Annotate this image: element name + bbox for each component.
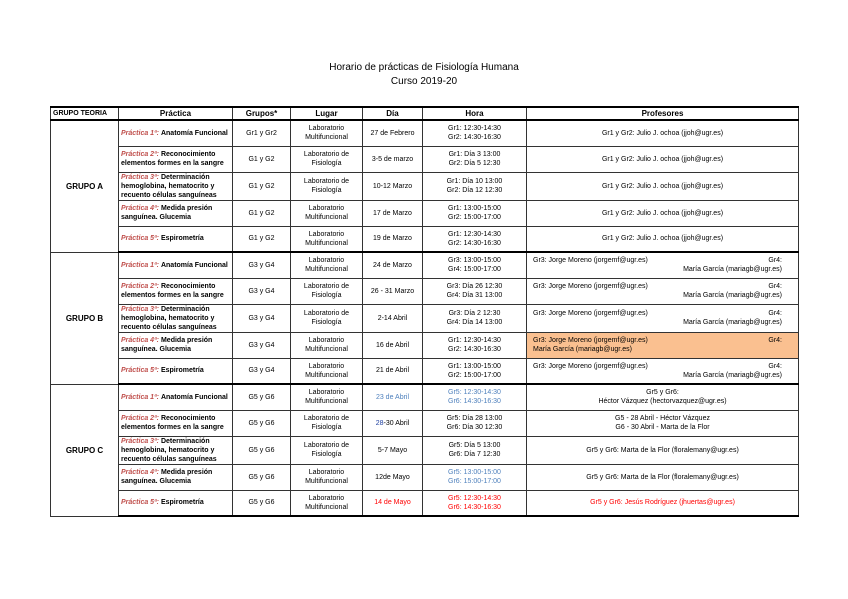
practice-desc: Determinación hemoglobina, hematocrito y recuento células sanguíneas [121,437,217,463]
table-row [51,332,799,358]
dia-cell: 26 - 31 Marzo [363,278,423,304]
hora-cell [423,304,527,332]
hora-line-2: Gr4: 15:00-17:00 [448,266,501,274]
prof-line-1: Gr5 y Gr6: [646,389,679,397]
table-row [51,304,799,332]
hora-cell [423,252,527,278]
practice-cell [119,252,233,278]
hora-line-1: Gr1: 13:00-15:00 [448,205,501,212]
hora-line-1: Gr1: Día 10 13:00 [446,178,503,185]
grupos-cell: G1 y G2 [233,226,291,252]
table-row [51,464,799,490]
grupos-cell: G3 y G4 [233,304,291,332]
lugar-cell: Laboratorio de Fisiología [291,278,363,304]
dia-cell: 21 de Abril [363,358,423,384]
hora-line-2: Gr6: Día 30 12:30 [446,424,503,431]
table-row [51,252,799,278]
dia-cell: 16 de Abril [363,332,423,358]
hora-line-2: Gr6: 15:00-17:00 [448,478,501,485]
table-row [51,384,799,410]
practice-cell [119,332,233,358]
prof-line-2: G6 - 30 Abril - Marta de la Flor [615,424,710,431]
dia-highlight-number: 28 [375,419,384,427]
practice-desc: Reconocimiento elementos formes en la sangre [121,151,224,167]
prof-gr3: Gr3: Jorge Moreno (jorgemf@ugr.es) [533,362,648,370]
hora-line-1: Gr1: 13:00-15:00 [448,362,501,370]
prof-gr4: Gr4: [768,362,782,370]
practice-label: Práctica 4ª: [121,469,160,476]
prof-line-2: María García (mariagb@ugr.es) [683,371,782,379]
practice-label: Práctica 1ª: [121,129,160,137]
lugar-cell: Laboratorio Multifuncional [291,358,363,384]
practice-cell [119,278,233,304]
profesores-cell: Gr1 y Gr2: Julio J. ochoa (jjoh@ugr.es) [527,172,799,200]
practice-label: Práctica 2ª: [121,283,160,290]
hora-cell [423,332,527,358]
grupos-cell: G3 y G4 [233,252,291,278]
practice-desc: Determinación hemoglobina, hematocrito y recuento células sanguíneas [121,173,217,199]
grupos-cell: G3 y G4 [233,332,291,358]
hora-line-2: Gr2: 14:30-16:30 [448,346,501,353]
practice-label: Práctica 4ª: [121,205,160,212]
hora-cell [423,384,527,410]
hora-line-2: Gr6: 14:30-16:30 [448,503,501,511]
hora-cell [423,358,527,384]
prof-line-2: María García (mariagb@ugr.es) [683,292,782,299]
grupos-cell: Gr1 y Gr2 [233,120,291,146]
group-label: GRUPO A [51,120,119,252]
profesores-cell: Gr5 y Gr6: Marta de la Flor (floralemany@ugr.es) [527,436,799,464]
practice-cell [119,146,233,172]
practice-desc: Espirometría [160,499,204,507]
practice-desc: Medida presión sanguínea. Glucemia [121,469,213,485]
grupos-cell: G5 y G6 [233,436,291,464]
hora-line-1: Gr3: Día 2 12:30 [448,310,501,317]
hora-line-2: Gr6: Día 7 12:30 [448,451,501,458]
lugar-cell: Laboratorio de Fisiología [291,436,363,464]
hora-cell [423,410,527,436]
hora-cell [423,226,527,252]
table-row [51,172,799,200]
profesores-cell [527,384,799,410]
profesores-cell [527,252,799,278]
hora-line-2: Gr4: Día 14 13:00 [446,319,503,326]
table-row [51,278,799,304]
hora-line-2: Gr2: 15:00-17:00 [448,371,501,379]
dia-cell: 10-12 Marzo [363,172,423,200]
grupos-cell: G5 y G6 [233,384,291,410]
prof-line-1: G5 - 28 Abril - Héctor Vázquez [615,415,710,422]
grupos-cell: G5 y G6 [233,410,291,436]
prof-line-1 [529,256,796,265]
hora-line-2: Gr6: 14:30-16:30 [448,398,501,406]
lugar-cell: Laboratorio de Fisiología [291,410,363,436]
practice-desc: Reconocimiento elementos formes en la sangre [121,415,224,431]
hora-line-2: Gr2: Día 5 12:30 [448,160,501,167]
grupos-cell: G1 y G2 [233,172,291,200]
practice-label: Práctica 1ª: [121,393,160,401]
practice-label: Práctica 5ª: [121,235,160,243]
table-row [51,358,799,384]
profesores-cell: Gr5 y Gr6: Jesús Rodríguez (jhuertas@ugr.es) [527,490,799,516]
practice-desc: Reconocimiento elementos formes en la sangre [121,283,224,299]
practice-label: Práctica 5ª: [121,499,160,507]
lugar-cell: Laboratorio Multifuncional [291,332,363,358]
practice-label: Práctica 2ª: [121,151,160,158]
prof-gr4: Gr4: [768,257,782,265]
prof-line-2: María García (mariagb@ugr.es) [533,346,632,353]
header-profesores: Profesores [527,107,799,120]
practice-desc: Espirometría [160,367,204,375]
hora-line-1: Gr1: 12:30-14:30 [448,230,501,238]
grupos-cell: G3 y G4 [233,358,291,384]
table-row [51,146,799,172]
hora-line-1: Gr1: 12:30-14:30 [448,125,501,133]
prof-line-2: María García (mariagb@ugr.es) [683,266,782,274]
lugar-cell: Laboratorio Multifuncional [291,226,363,252]
prof-gr3: Gr3: Jorge Moreno (jorgemf@ugr.es) [533,310,648,317]
dia-cell: 3-5 de marzo [363,146,423,172]
table-row [51,436,799,464]
hora-line-1: Gr3: 13:00-15:00 [448,257,501,265]
lugar-cell: Laboratorio Multifuncional [291,120,363,146]
dia-cell: 27 de Febrero [363,120,423,146]
practice-cell [119,172,233,200]
hora-line-1: Gr5: 13:00-15:00 [448,469,501,476]
header-hora: Hora [423,107,527,120]
prof-line-1 [529,309,796,318]
lugar-cell: Laboratorio Multifuncional [291,200,363,226]
page-title: Horario de prácticas de Fisiología Humana [329,62,519,73]
practice-cell [119,358,233,384]
dia-rest: -30 Abril [383,419,410,427]
prof-gr4: Gr4: [768,337,782,344]
hora-line-1: Gr5: Día 28 13:00 [446,415,503,422]
profesores-cell: Gr1 y Gr2: Julio J. ochoa (jjoh@ugr.es) [527,200,799,226]
group-label: GRUPO B [51,252,119,384]
profesores-cell [527,304,799,332]
hora-line-1: Gr3: Día 26 12:30 [446,283,503,290]
practice-label: Práctica 1ª: [121,261,160,269]
hora-cell [423,172,527,200]
practice-desc: Determinación hemoglobina, hematocrito y recuento células sanguíneas [121,305,217,331]
grupos-cell: G3 y G4 [233,278,291,304]
practice-cell [119,304,233,332]
header-group: GRUPO TEORIA [51,107,119,120]
hora-cell [423,464,527,490]
lugar-cell: Laboratorio de Fisiología [291,146,363,172]
lugar-cell: Laboratorio Multifuncional [291,252,363,278]
hora-line-1: Gr1: 12:30-14:30 [448,337,501,344]
prof-line-2: Héctor Vázquez (hectorvazquez@ugr.es) [598,398,727,406]
practice-label: Práctica 5ª: [121,367,160,375]
lugar-cell: Laboratorio Multifuncional [291,384,363,410]
profesores-cell: Gr1 y Gr2: Julio J. ochoa (jjoh@ugr.es) [527,120,799,146]
dia-cell: 12de Mayo [363,464,423,490]
header-dia: Día [363,107,423,120]
header-practica: Práctica [119,107,233,120]
dia-cell: 23 de Abril [363,384,423,410]
header-row [51,107,799,120]
profesores-cell: Gr1 y Gr2: Julio J. ochoa (jjoh@ugr.es) [527,226,799,252]
lugar-cell: Laboratorio Multifuncional [291,464,363,490]
practice-cell [119,384,233,410]
grupos-cell: G1 y G2 [233,146,291,172]
prof-gr3: Gr3: Jorge Moreno (jorgemf@ugr.es) [533,283,648,290]
prof-line-1 [529,336,796,345]
prof-line-1 [529,282,796,291]
group-label: GRUPO C [51,384,119,516]
practice-cell [119,120,233,146]
profesores-cell [527,358,799,384]
page-subtitle: Curso 2019-20 [390,76,458,87]
hora-cell [423,436,527,464]
hora-line-2: Gr2: 15:00-17:00 [448,214,501,221]
dia-cell: 17 de Marzo [363,200,423,226]
practice-label: Práctica 3ª: [121,173,160,181]
lugar-cell: Laboratorio Multifuncional [291,490,363,516]
practice-desc: Medida presión sanguínea. Glucemia [121,337,213,353]
practice-cell [119,464,233,490]
practice-label: Práctica 3ª: [121,437,160,445]
practice-desc: Espirometría [160,235,204,243]
practice-desc: Anatomía Funcional [160,129,228,137]
hora-line-2: Gr4: Día 31 13:00 [446,292,503,299]
prof-gr3: Gr3: Jorge Moreno (jorgemf@ugr.es) [533,257,648,265]
hora-cell [423,490,527,516]
profesores-cell [527,410,799,436]
table-row [51,490,799,516]
table-row [51,410,799,436]
hora-line-2: Gr2: 14:30-16:30 [448,134,501,142]
dia-cell: 24 de Marzo [363,252,423,278]
practice-cell [119,200,233,226]
hora-cell [423,146,527,172]
prof-line-2: María García (mariagb@ugr.es) [683,319,782,326]
practice-cell [119,490,233,516]
table-row [51,226,799,252]
header-grupos: Grupos* [233,107,291,120]
practice-desc: Medida presión sanguínea. Glucemia [121,205,213,221]
prof-gr4: Gr4: [768,310,782,317]
header-lugar: Lugar [291,107,363,120]
lugar-cell: Laboratorio de Fisiología [291,172,363,200]
practice-desc: Anatomía Funcional [160,261,228,269]
hora-line-1: Gr5: 12:30-14:30 [448,389,501,397]
profesores-cell: Gr1 y Gr2: Julio J. ochoa (jjoh@ugr.es) [527,146,799,172]
grupos-cell: G5 y G6 [233,464,291,490]
profesores-cell: Gr5 y Gr6: Marta de la Flor (floralemany@ugr.es) [527,464,799,490]
practice-cell [119,410,233,436]
practice-cell [119,226,233,252]
hora-line-1: Gr5: 12:30-14:30 [448,494,501,502]
table-row [51,200,799,226]
grupos-cell: G5 y G6 [233,490,291,516]
practice-desc: Anatomía Funcional [160,393,228,401]
grupos-cell: G1 y G2 [233,200,291,226]
practice-label: Práctica 2ª: [121,415,160,422]
practice-label: Práctica 4ª: [121,337,160,344]
prof-line-1 [529,362,796,371]
dia-cell: 5-7 Mayo [363,436,423,464]
dia-cell: 19 de Marzo [363,226,423,252]
hora-line-1: Gr5: Día 5 13:00 [448,442,501,449]
hora-cell [423,120,527,146]
hora-cell [423,278,527,304]
hora-cell [423,200,527,226]
table-row [51,120,799,146]
profesores-cell-highlighted [527,332,799,358]
lugar-cell: Laboratorio de Fisiología [291,304,363,332]
hora-line-1: Gr1: Día 3 13:00 [448,151,501,158]
practice-label: Práctica 3ª: [121,305,160,313]
dia-cell [363,410,423,436]
practice-cell [119,436,233,464]
profesores-cell [527,278,799,304]
dia-cell: 14 de Mayo [363,490,423,516]
prof-gr3: Gr3: Jorge Moreno (jorgemf@ugr.es) [533,337,648,344]
hora-line-2: Gr2: 14:30-16:30 [448,239,501,247]
hora-line-2: Gr2: Día 12 12:30 [446,187,503,194]
prof-gr4: Gr4: [768,283,782,290]
schedule-table [50,106,799,517]
dia-cell: 2-14 Abril [363,304,423,332]
